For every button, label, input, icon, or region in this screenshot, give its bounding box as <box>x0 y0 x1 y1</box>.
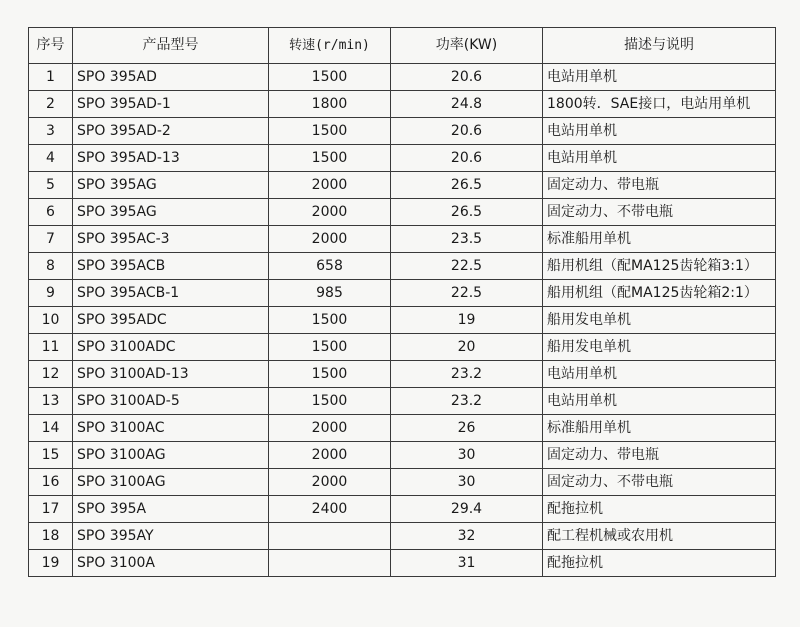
cell-speed: 1500 <box>269 145 391 172</box>
cell-desc: 电站用单机 <box>543 388 776 415</box>
cell-desc: 1800转．SAE接口，电站用单机 <box>543 91 776 118</box>
cell-model: SPO 395AC-3 <box>73 226 269 253</box>
cell-model: SPO 395A <box>73 496 269 523</box>
cell-no: 7 <box>29 226 73 253</box>
cell-power: 20 <box>391 334 543 361</box>
table-row <box>29 64 776 91</box>
header-speed: 转速(r/min) <box>269 28 391 64</box>
cell-power: 26 <box>391 415 543 442</box>
cell-model: SPO 3100AD-5 <box>73 388 269 415</box>
cell-desc: 电站用单机 <box>543 118 776 145</box>
cell-speed: 658 <box>269 253 391 280</box>
cell-speed: 2000 <box>269 172 391 199</box>
table-row <box>29 496 776 523</box>
cell-speed: 2000 <box>269 442 391 469</box>
product-spec-table <box>28 27 776 577</box>
table-row <box>29 361 776 388</box>
cell-model: SPO 395ACB-1 <box>73 280 269 307</box>
cell-desc: 标准船用单机 <box>543 226 776 253</box>
cell-speed: 985 <box>269 280 391 307</box>
table-row <box>29 307 776 334</box>
cell-model: SPO 3100ADC <box>73 334 269 361</box>
cell-model: SPO 3100AD-13 <box>73 361 269 388</box>
cell-no: 16 <box>29 469 73 496</box>
cell-speed: 1500 <box>269 307 391 334</box>
cell-power: 24.8 <box>391 91 543 118</box>
cell-no: 18 <box>29 523 73 550</box>
cell-power: 23.2 <box>391 388 543 415</box>
table-row <box>29 415 776 442</box>
cell-desc: 电站用单机 <box>543 64 776 91</box>
cell-model: SPO 395AG <box>73 199 269 226</box>
header-power: 功率(KW) <box>391 28 543 64</box>
table-row <box>29 550 776 577</box>
cell-speed: 2000 <box>269 226 391 253</box>
cell-power: 23.5 <box>391 226 543 253</box>
cell-model: SPO 395AY <box>73 523 269 550</box>
cell-model: SPO 395ADC <box>73 307 269 334</box>
cell-power: 22.5 <box>391 280 543 307</box>
cell-no: 15 <box>29 442 73 469</box>
cell-no: 8 <box>29 253 73 280</box>
cell-desc: 船用发电单机 <box>543 307 776 334</box>
header-row <box>29 28 776 64</box>
cell-no: 11 <box>29 334 73 361</box>
table-row <box>29 469 776 496</box>
cell-no: 9 <box>29 280 73 307</box>
cell-power: 23.2 <box>391 361 543 388</box>
table-row <box>29 388 776 415</box>
cell-desc: 配拖拉机 <box>543 550 776 577</box>
table-header <box>29 28 776 64</box>
table-row <box>29 172 776 199</box>
table-row <box>29 253 776 280</box>
cell-desc: 固定动力、带电瓶 <box>543 442 776 469</box>
cell-speed: 1500 <box>269 388 391 415</box>
cell-power: 29.4 <box>391 496 543 523</box>
cell-power: 20.6 <box>391 118 543 145</box>
cell-power: 26.5 <box>391 199 543 226</box>
cell-speed: 1800 <box>269 91 391 118</box>
table-row <box>29 118 776 145</box>
cell-power: 19 <box>391 307 543 334</box>
cell-model: SPO 395AD <box>73 64 269 91</box>
cell-desc: 船用发电单机 <box>543 334 776 361</box>
cell-no: 3 <box>29 118 73 145</box>
cell-model: SPO 395AD-2 <box>73 118 269 145</box>
cell-no: 2 <box>29 91 73 118</box>
cell-model: SPO 3100AG <box>73 442 269 469</box>
cell-desc: 电站用单机 <box>543 361 776 388</box>
cell-power: 30 <box>391 469 543 496</box>
cell-power: 31 <box>391 550 543 577</box>
table-row <box>29 226 776 253</box>
cell-model: SPO 3100AG <box>73 469 269 496</box>
table-row <box>29 280 776 307</box>
cell-desc: 固定动力、带电瓶 <box>543 172 776 199</box>
cell-no: 17 <box>29 496 73 523</box>
cell-speed: 2000 <box>269 469 391 496</box>
cell-model: SPO 395AG <box>73 172 269 199</box>
cell-power: 20.6 <box>391 145 543 172</box>
cell-power: 32 <box>391 523 543 550</box>
cell-no: 13 <box>29 388 73 415</box>
cell-speed: 2400 <box>269 496 391 523</box>
cell-model: SPO 395AD-13 <box>73 145 269 172</box>
cell-speed: 2000 <box>269 199 391 226</box>
cell-model: SPO 3100A <box>73 550 269 577</box>
cell-desc: 船用机组（配MA125齿轮箱3:1） <box>543 253 776 280</box>
cell-desc: 电站用单机 <box>543 145 776 172</box>
cell-power: 22.5 <box>391 253 543 280</box>
cell-no: 4 <box>29 145 73 172</box>
cell-no: 1 <box>29 64 73 91</box>
cell-model: SPO 395AD-1 <box>73 91 269 118</box>
cell-no: 19 <box>29 550 73 577</box>
cell-no: 12 <box>29 361 73 388</box>
cell-speed: 1500 <box>269 118 391 145</box>
cell-desc: 船用机组（配MA125齿轮箱2:1） <box>543 280 776 307</box>
table-row <box>29 199 776 226</box>
table-row <box>29 442 776 469</box>
cell-desc: 固定动力、不带电瓶 <box>543 199 776 226</box>
cell-desc: 固定动力、不带电瓶 <box>543 469 776 496</box>
cell-no: 6 <box>29 199 73 226</box>
cell-no: 5 <box>29 172 73 199</box>
table-row <box>29 145 776 172</box>
table-body <box>29 64 776 577</box>
header-no: 序号 <box>29 28 73 64</box>
cell-desc: 配拖拉机 <box>543 496 776 523</box>
cell-no: 14 <box>29 415 73 442</box>
cell-speed <box>269 550 391 577</box>
cell-desc: 配工程机械或农用机 <box>543 523 776 550</box>
cell-speed: 1500 <box>269 64 391 91</box>
cell-desc: 标准船用单机 <box>543 415 776 442</box>
table-row <box>29 91 776 118</box>
product-table-container <box>28 27 776 577</box>
cell-model: SPO 3100AC <box>73 415 269 442</box>
header-desc: 描述与说明 <box>543 28 776 64</box>
cell-model: SPO 395ACB <box>73 253 269 280</box>
cell-speed: 2000 <box>269 415 391 442</box>
cell-power: 30 <box>391 442 543 469</box>
header-model: 产品型号 <box>73 28 269 64</box>
cell-speed: 1500 <box>269 334 391 361</box>
cell-speed <box>269 523 391 550</box>
cell-power: 20.6 <box>391 64 543 91</box>
cell-power: 26.5 <box>391 172 543 199</box>
table-row <box>29 523 776 550</box>
cell-speed: 1500 <box>269 361 391 388</box>
cell-no: 10 <box>29 307 73 334</box>
table-row <box>29 334 776 361</box>
